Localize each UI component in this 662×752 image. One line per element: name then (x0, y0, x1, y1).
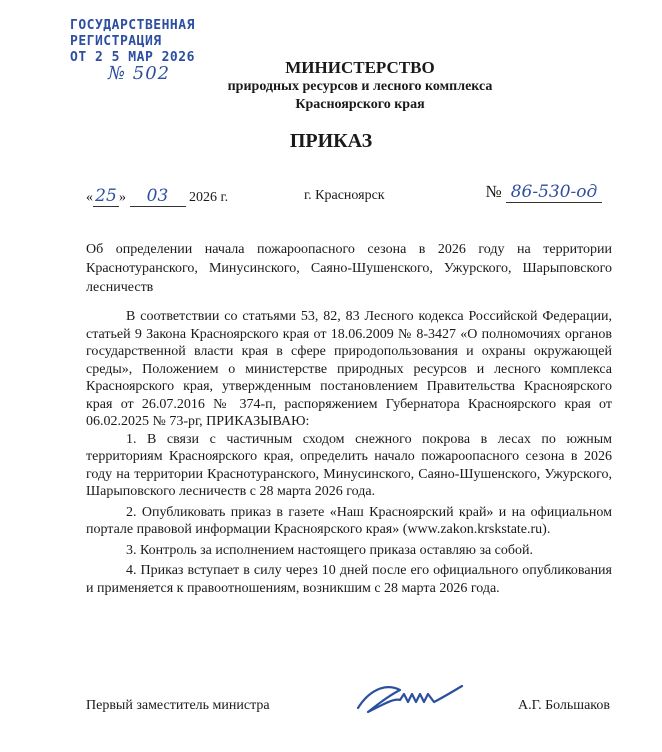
signer-position: Первый заместитель министра (86, 698, 270, 713)
stamp-number-prefix: № (108, 63, 127, 84)
stamp-line-1: ГОСУДАРСТВЕННАЯ (70, 18, 195, 33)
order-body (86, 308, 612, 597)
order-number-value: 86-530-од (506, 182, 602, 203)
date-year: 2026 г. (189, 190, 229, 205)
date-open-quote: « (86, 190, 93, 205)
date-day: 25 (93, 186, 119, 207)
signer-name: А.Г. Большаков (517, 698, 610, 713)
ministry-subtitle: природных ресурсов и лесного комплекса (227, 79, 493, 94)
ministry-region: Красноярского края (295, 97, 425, 112)
handwritten-signature (354, 678, 466, 723)
order-subject: Об определении начала пожароопасного сезона в 2026 году на территории Краснотуранского, Минусинского, Саяно-Шушенского, Ужурского, Шарыповского лесничеств (86, 242, 612, 295)
item-1-paragraph: 1. В связи с частичным сходом снежного покрова в лесах по южным территориям Красноярского края, определить начало пожароопасного сезона в 2026 году на территории Краснотуранского, Минусинского, Саяно-Шушенского, Ужурского, Шарыповского лесничеств с 28 марта 2026 года. (86, 431, 612, 499)
item-2-paragraph: 2. Опубликовать приказ в газете «Наш Красноярский край» и на официальном портале правовой информации Красноярского края» (www.zakon.krskstate.ru). (86, 504, 612, 537)
stamp-line-2: РЕГИСТРАЦИЯ (70, 34, 162, 49)
stamp-line-3: ОТ 2 5 МАР 2026 (70, 50, 195, 65)
date-close-quote: » (119, 190, 126, 205)
document-title: ПРИКАЗ (289, 130, 373, 152)
preamble-paragraph: В соответствии со статьями 53, 82, 83 Лесного кодекса Российской Федерации, статьей 9 Закона Красноярского края от 18.06.2009 № 8-3427 «О полномочиях органов государственной власти края в сфере природопользования и охраны окружающей среды», Положением о министерстве природных ресурсов и лесного комплекса Красноярского края, утвержденным постановлением Правительства Красноярского края от 26.07.2016 № 374-п, распоряжением Губернатора Красноярского края от 06.02.2025 № 73-рг, ПРИКАЗЫВАЮ: (86, 309, 612, 429)
ministry-header (150, 58, 570, 114)
item-3-paragraph: 3. Контроль за исполнением настоящего приказа оставляю за собой. (126, 542, 534, 558)
date-month: 03 (130, 186, 186, 207)
order-number (486, 182, 602, 203)
dateline (86, 182, 622, 210)
order-number-prefix: № (485, 182, 502, 201)
item-4-paragraph: 4. Приказ вступает в силу через 10 дней после его официального опубликования и применяется к правоотношениям, возникшим с 28 марта 2026 года. (86, 563, 612, 596)
order-date (86, 186, 228, 207)
stamp-number: 502 (132, 63, 171, 84)
city: г. Красноярск (304, 188, 385, 203)
ministry-title: МИНИСТЕРСТВО (285, 58, 435, 77)
